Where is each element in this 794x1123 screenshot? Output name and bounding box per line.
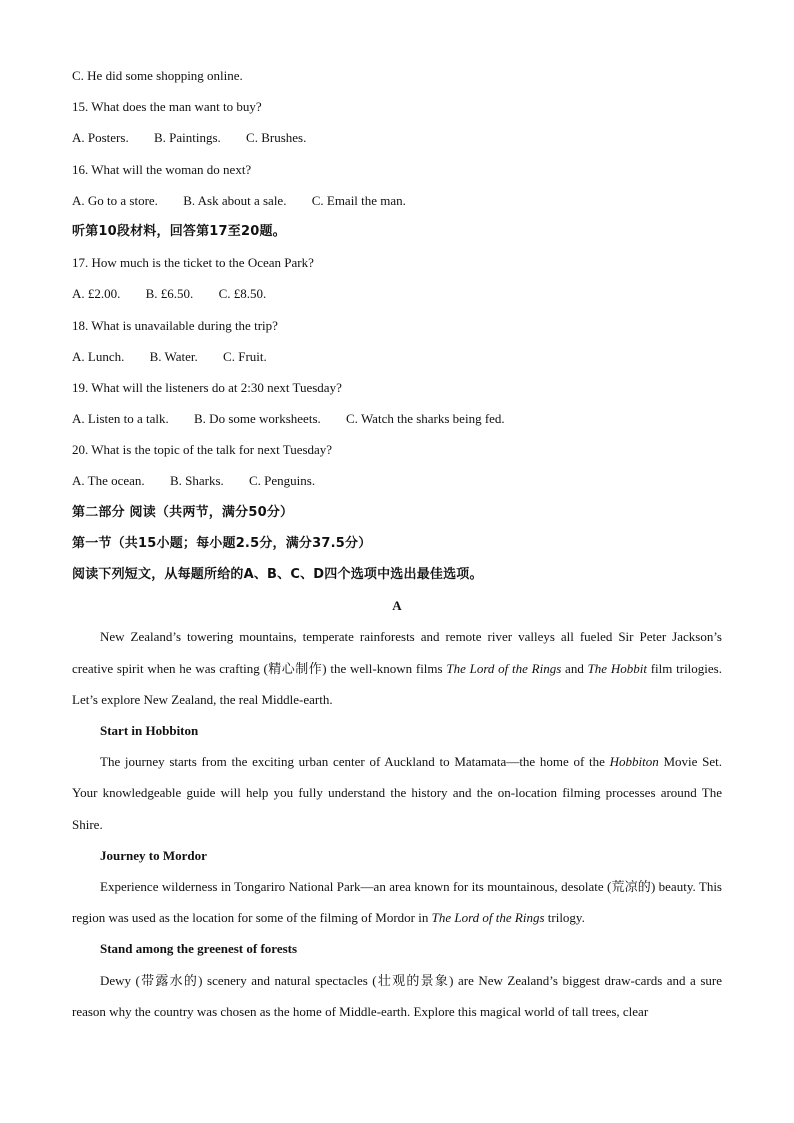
film-title-hobbit: The Hobbit: [587, 660, 647, 676]
q14-option-c: C. He did some shopping online.: [72, 68, 243, 83]
hobbiton-italic: Hobbiton: [609, 754, 659, 770]
reading-section-title: 第一节（共15小题；每小题2.5分，满分37.5分）: [72, 535, 372, 551]
q19-option-b: B. Do some worksheets.: [194, 411, 321, 427]
q20-stem: 20. What is the topic of the talk for next Tuesday?: [72, 442, 333, 458]
paragraph-forests: Dewy (带露水的) scenery and natural spectacles (壮观的景象) are New Zealand’s biggest draw-cards and a sure reason why the country was chosen as the home of Middle-earth. Explore this magical world of tall trees, clear: [72, 972, 722, 1019]
q17-option-a: A. £2.00.: [72, 286, 121, 302]
q19-option-a: A. Listen to a talk.: [72, 411, 169, 427]
heading-start-in-hobbiton: Start in Hobbiton: [100, 722, 199, 738]
section10-instruction: 听第10段材料，回答第17至20题。: [72, 223, 286, 239]
q17-option-c: C. £8.50.: [218, 286, 267, 302]
passage-label: A: [392, 598, 402, 614]
passage-intro: New Zealand’s towering mountains, temperate rainforests and remote river valleys all fueled Sir Peter Jackson’s creative spirit when he was crafting (精心制作) the well-known films The Lord of the Rings and The Hobbit film trilogies. Let’s explore New Zealand, the real Middle-earth.: [72, 629, 722, 707]
q18-option-a: A. Lunch.: [72, 348, 125, 364]
q15-option-b: B. Paintings.: [153, 130, 221, 146]
q18-option-b: B. Water.: [149, 348, 198, 364]
paragraph-hobbiton: The journey starts from the exciting urban center of Auckland to Matamata—the home of the Hobbiton Movie Set. Your knowledgeable guide will help you fully understand the history and the on-location filming processes around The Shire.: [72, 754, 722, 832]
q20-option-b: B. Sharks.: [169, 473, 224, 489]
q19-options: [72, 403, 722, 434]
q16-stem: 16. What will the woman do next?: [72, 161, 252, 177]
q18-option-c: C. Fruit.: [223, 348, 267, 364]
q17-stem: 17. How much is the ticket to the Ocean Park?: [72, 255, 314, 271]
q19-option-c: C. Watch the sharks being fed.: [346, 411, 505, 427]
q16-options: [72, 185, 722, 216]
q19-stem: 19. What will the listeners do at 2:30 next Tuesday?: [72, 379, 342, 395]
q15-options: [72, 122, 722, 153]
q16-option-b: B. Ask about a sale.: [183, 192, 287, 208]
lotr-italic: The Lord of the Rings: [431, 910, 545, 926]
q18-options: [72, 341, 722, 372]
q16-option-c: C. Email the man.: [311, 192, 406, 208]
q20-option-c: C. Penguins.: [249, 473, 316, 489]
q15-option-c: C. Brushes.: [246, 130, 307, 146]
q20-option-a: A. The ocean.: [72, 473, 145, 489]
q17-options: [72, 278, 722, 309]
q16-option-a: A. Go to a store.: [72, 192, 158, 208]
reading-instruction: 阅读下列短文，从每题所给的A、B、C、D四个选项中选出最佳选项。: [72, 567, 483, 582]
q20-options: [72, 465, 722, 496]
heading-journey-to-mordor: Journey to Mordor: [100, 847, 207, 863]
film-title-lotr: The Lord of the Rings: [446, 660, 562, 676]
q18-stem: 18. What is unavailable during the trip?: [72, 317, 278, 333]
q17-option-b: B. £6.50.: [145, 286, 194, 302]
exam-page: [72, 60, 722, 1027]
reading-part-title: 第二部分 阅读（共两节，满分50分）: [72, 504, 294, 520]
paragraph-mordor: Experience wilderness in Tongariro National Park—an area known for its mountainous, desolate (荒凉的) beauty. This region was used as the location for some of the filming of Mordor in The Lord of the Rings trilogy.: [72, 878, 722, 926]
q15-option-a: A. Posters.: [72, 130, 129, 146]
q15-stem: 15. What does the man want to buy?: [72, 99, 262, 115]
heading-greenest-forests: Stand among the greenest of forests: [100, 941, 298, 957]
